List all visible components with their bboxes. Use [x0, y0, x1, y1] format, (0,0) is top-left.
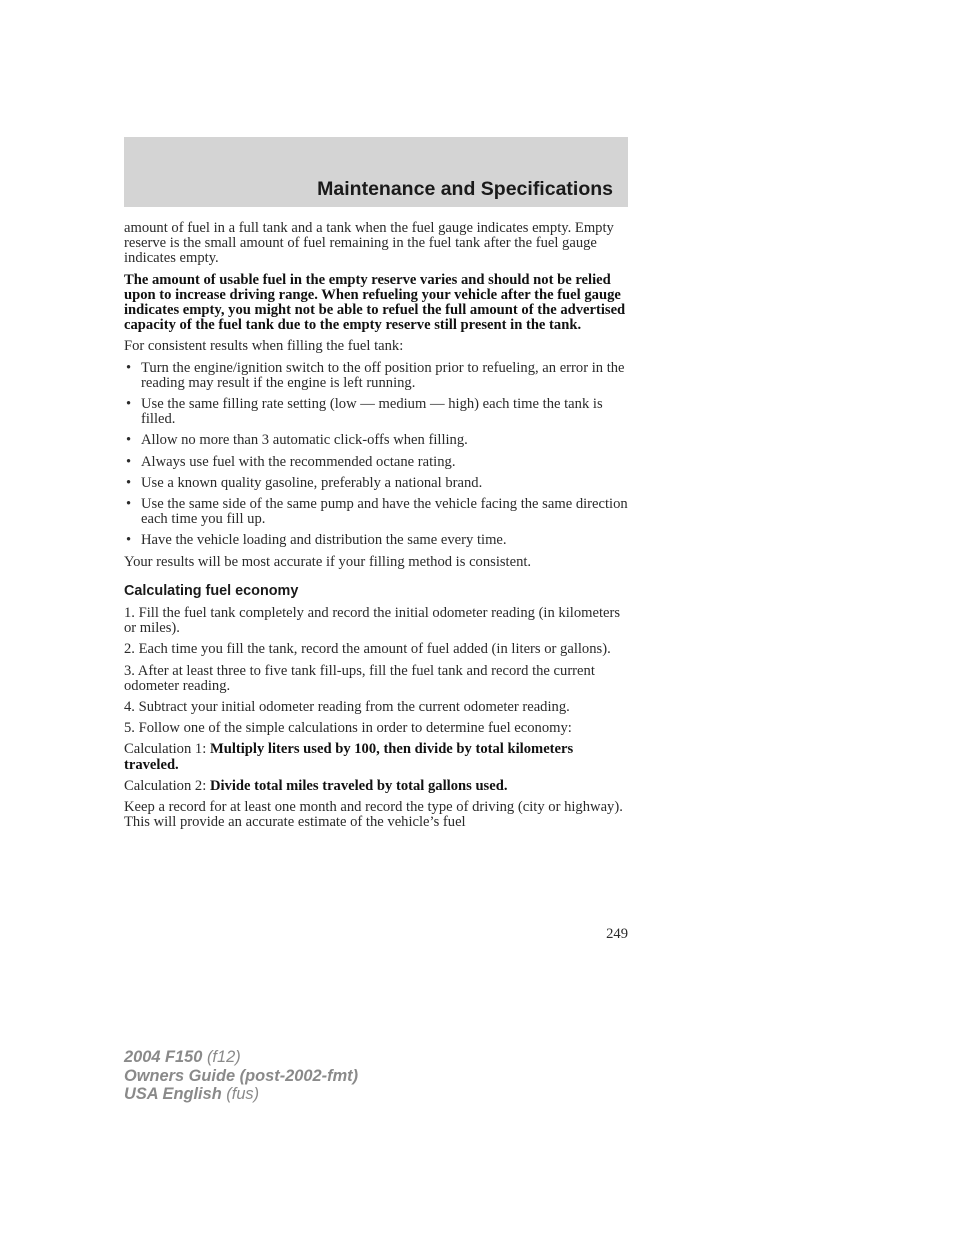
tips-list: [124, 361, 630, 549]
list-item: • Allow no more than 3 automatic click-offs when filling.: [124, 433, 630, 448]
calculation-1: [124, 742, 630, 772]
calculation-formula: Divide total miles traveled by total gallons used.: [209, 777, 508, 794]
footer-guide: Owners Guide (post-2002-fmt): [124, 1066, 359, 1085]
page-number: 249: [606, 926, 628, 942]
closing-paragraph: Keep a record for at least one month and record the type of driving (city or highway). This will provide an accurate estimate of the vehicle’s fuel: [124, 799, 623, 831]
intro-paragraph: amount of fuel in a full tank and a tank when the fuel gauge indicates empty. Empty reserve is the small amount of fuel remaining in the fuel tank after the fuel gauge indicates empty.: [124, 220, 614, 267]
footer-line-guide: [124, 1067, 358, 1086]
results-note: Your results will be most accurate if your filling method is consistent.: [124, 553, 532, 570]
list-item: • Always use fuel with the recommended octane rating.: [124, 455, 630, 470]
warning-paragraph: The amount of usable fuel in the empty reserve varies and should not be relied upon to increase driving range. When refueling your vehicle after the fuel gauge indicates empty, you might not be able to refuel the full amount of the advertised capacity of the fuel tank due to the empty reserve still present in the tank.: [124, 271, 626, 334]
step-item: 4. Subtract your initial odometer reading from the current odometer reading.: [124, 699, 570, 716]
calculation-2: [124, 779, 630, 794]
step-item: 1. Fill the fuel tank completely and record the initial odometer reading (in kilometers or miles).: [124, 605, 621, 637]
footer-line-language: [124, 1085, 358, 1104]
list-item: • Use the same side of the same pump and have the vehicle facing the same direction each time you fill up.: [124, 497, 630, 527]
page-content: [124, 221, 630, 837]
step-item: 2. Each time you fill the tank, record the amount of fuel added (in liters or gallons).: [124, 641, 611, 658]
footer-language: USA English: [124, 1085, 222, 1103]
consistent-intro: For consistent results when filling the fuel tank:: [124, 338, 404, 355]
footer-model: 2004 F150: [124, 1048, 203, 1066]
section-header-band: [124, 137, 628, 207]
subsection-heading: Calculating fuel economy: [124, 582, 299, 599]
footer-language-code: (fus): [221, 1085, 260, 1103]
footer-model-code: (f12): [202, 1048, 241, 1066]
section-title: Maintenance and Specifications: [317, 178, 613, 200]
calculation-formula: Multiply liters used by 100, then divide by total kilometers traveled.: [124, 741, 574, 773]
list-item: • Turn the engine/ignition switch to the off position prior to refueling, an error in the reading may result if the engine is left running.: [124, 361, 630, 391]
step-item: 5. Follow one of the simple calculations in order to determine fuel economy:: [124, 720, 572, 737]
document-footer: [124, 1048, 358, 1104]
list-item: • Use the same filling rate setting (low — medium — high) each time the tank is filled.: [124, 397, 630, 427]
list-item: • Have the vehicle loading and distribution the same every time.: [124, 533, 630, 548]
footer-line-model: [124, 1048, 358, 1067]
calculation-label: Calculation 2:: [124, 777, 210, 794]
calculation-label: Calculation 1:: [124, 741, 210, 758]
list-item: • Use a known quality gasoline, preferably a national brand.: [124, 476, 630, 491]
step-item: 3. After at least three to five tank fill-ups, fill the fuel tank and record the current odometer reading.: [124, 662, 595, 694]
